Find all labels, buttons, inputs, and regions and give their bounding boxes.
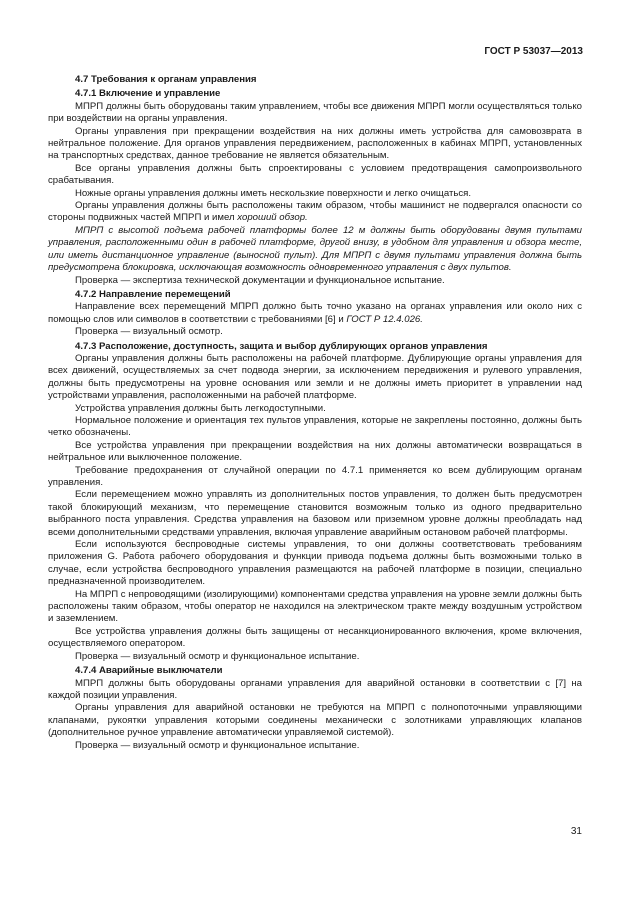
section-heading: [48, 88, 582, 100]
paragraph-text: Все устройства управления должны быть защищены от несанкционированного включения, кроме включения, осуществляемого оператором.: [48, 625, 582, 650]
paragraph-text: Проверка — визуальный осмотр и функциональное испытание.: [75, 739, 360, 751]
paragraph: [48, 403, 582, 415]
paragraph-text: МПРП должны быть оборудованы таким управлением, чтобы все движения МПРП могли осуществляться только при воздействии на органы управления.: [48, 100, 582, 125]
section-heading: [48, 665, 582, 677]
document-body: [48, 72, 582, 752]
paragraph: [48, 188, 582, 200]
paragraph: [48, 651, 582, 663]
paragraph-text: Проверка — визуальный осмотр и функциональное испытание.: [75, 650, 360, 662]
paragraph: [48, 589, 582, 626]
standard-code: ГОСТ Р 53037—2013: [484, 46, 583, 57]
paragraph: [48, 465, 582, 490]
paragraph: [48, 489, 582, 539]
paragraph: [48, 353, 582, 403]
paragraph-text: Требование предохранения от случайной операции по 4.7.1 применяется ко всем дублирующим органам управления.: [48, 464, 582, 488]
italic-text: хороший обзор.: [234, 212, 308, 224]
paragraph-text: 4.7.3 Расположение, доступность, защита и выбор дублирующих органов управления: [75, 340, 488, 352]
section-heading: [48, 289, 582, 301]
paragraph-text: Если используются беспроводные системы управления, то они должны соответствовать требованиям приложения G. Работа рабочего оборудования и функции привода подъема должны быть возможными только в случае, если устройства беспроводного управления размещаются на рабочей платформе в позиции, специально предназначенной производителем.: [48, 539, 582, 588]
paragraph-text: Проверка — визуальный осмотр.: [75, 326, 223, 338]
paragraph: [48, 702, 582, 739]
paragraph: [48, 326, 582, 338]
paragraph-text: Нормальное положение и ориентация тех пультов управления, которые не закреплены постоянно, должны быть четко обозначены.: [48, 414, 582, 439]
paragraph-text: 4.7.1 Включение и управление: [75, 88, 221, 100]
paragraph: [48, 626, 582, 651]
paragraph-text: Органы управления должны быть расположены на рабочей платформе. Дублирующие органы управления для всех движений, осуществляемых за счет подвода энергии, за исключением передвижения и рулевого управления, должны быть предусмотрены на уровне основания или земли и не должны иметь приоритет в управлении над устройствами управления, расположенными на рабочей платформе.: [48, 352, 582, 402]
paragraph: [48, 275, 582, 287]
paragraph: [48, 101, 582, 126]
paragraph-text: МПРП должны быть оборудованы органами управления для аварийной остановки в соответствии с [7] на каждой позиции управления.: [48, 677, 582, 701]
paragraph: [48, 200, 582, 225]
paragraph-text: Проверка — экспертиза технической документации и функциональное испытание.: [75, 274, 445, 286]
section-heading: [48, 341, 582, 353]
paragraph-text: МПРП с высотой подъема рабочей платформы более 12 м должны быть оборудованы двумя пультами управления, расположенными один в рабочей платформе, другой внизу, в удобном для управления и обзора месте, или иметь дистанционное управление (выносной пульт). Для МПРП с двумя пультами управления должна быть предусмотрена блокировка, исключающая возможность одновременного управления с двух пультов.: [48, 224, 582, 274]
paragraph-text: 4.7 Требования к органам управления: [75, 74, 257, 85]
section-heading: [48, 74, 582, 86]
paragraph: [48, 740, 582, 752]
paragraph-text: Все органы управления должны быть спроектированы с условием предотвращения самопроизвольного срабатывания.: [48, 162, 582, 187]
italic-text: ГОСТ Р 12.4.026.: [343, 313, 423, 325]
paragraph-text: Органы управления при прекращении воздействия на них должны иметь устройства для самовозврата в нейтральное положение. Для органов управления передвижением, расположенных в кабинах МПРП, установленных на транспортных средствах, данное требование не является обязательным.: [48, 125, 582, 162]
paragraph-text: На МПРП с непроводящими (изолирующими) компонентами средства управления на уровне земли должны быть расположены таким образом, чтобы оператор не находился на электрическом тракте между воздушным устройством и заземлением.: [48, 588, 582, 625]
paragraph-text: Если перемещением можно управлять из дополнительных постов управления, то должен быть предусмотрен такой блокирующий механизм, что перемещение становится возможным только из одного предварительно выбранного поста управления. Средства управления на базовом или приземном уровне должны преобладать над всеми дополнительными средствами управления, включая управление аварийным остановом рабочей платформы.: [48, 489, 582, 538]
paragraph: [48, 539, 582, 589]
paragraph: [48, 440, 582, 465]
paragraph-text: Ножные органы управления должны иметь нескользкие поверхности и легко очищаться.: [75, 187, 471, 199]
paragraph: [48, 225, 582, 275]
paragraph: [48, 126, 582, 163]
paragraph-text: Все устройства управления при прекращении воздействия на них должны автоматически возвращаться в нейтральное или выключенное положение.: [48, 439, 582, 464]
paragraph: [48, 163, 582, 188]
paragraph: [48, 415, 582, 440]
paragraph-text: 4.7.2 Направление перемещений: [75, 288, 231, 300]
paragraph-text: 4.7.4 Аварийные выключатели: [75, 665, 223, 677]
page-number: 31: [570, 826, 582, 837]
paragraph-text: Органы управления для аварийной остановки не требуются на МПРП с полнопоточными управляющими клапанами, рукоятки управления которыми соединены механически с золотниками управляющих клапанов (дополнительное ручное управление автоматически управляемой системой).: [48, 702, 582, 739]
paragraph: [48, 301, 582, 326]
paragraph-text: Устройства управления должны быть легкодоступными.: [75, 402, 326, 414]
paragraph: [48, 678, 582, 703]
paragraph-text: Направление всех перемещений МПРП должно быть точно указано на органах управления или около них с помощью слов или символов в соответствии с требованиями [6] и: [48, 301, 582, 325]
paragraph-text: Органы управления должны быть расположены таким образом, чтобы машинист не подвергался опасности со стороны подвижных частей МПРП и имел: [48, 200, 582, 224]
